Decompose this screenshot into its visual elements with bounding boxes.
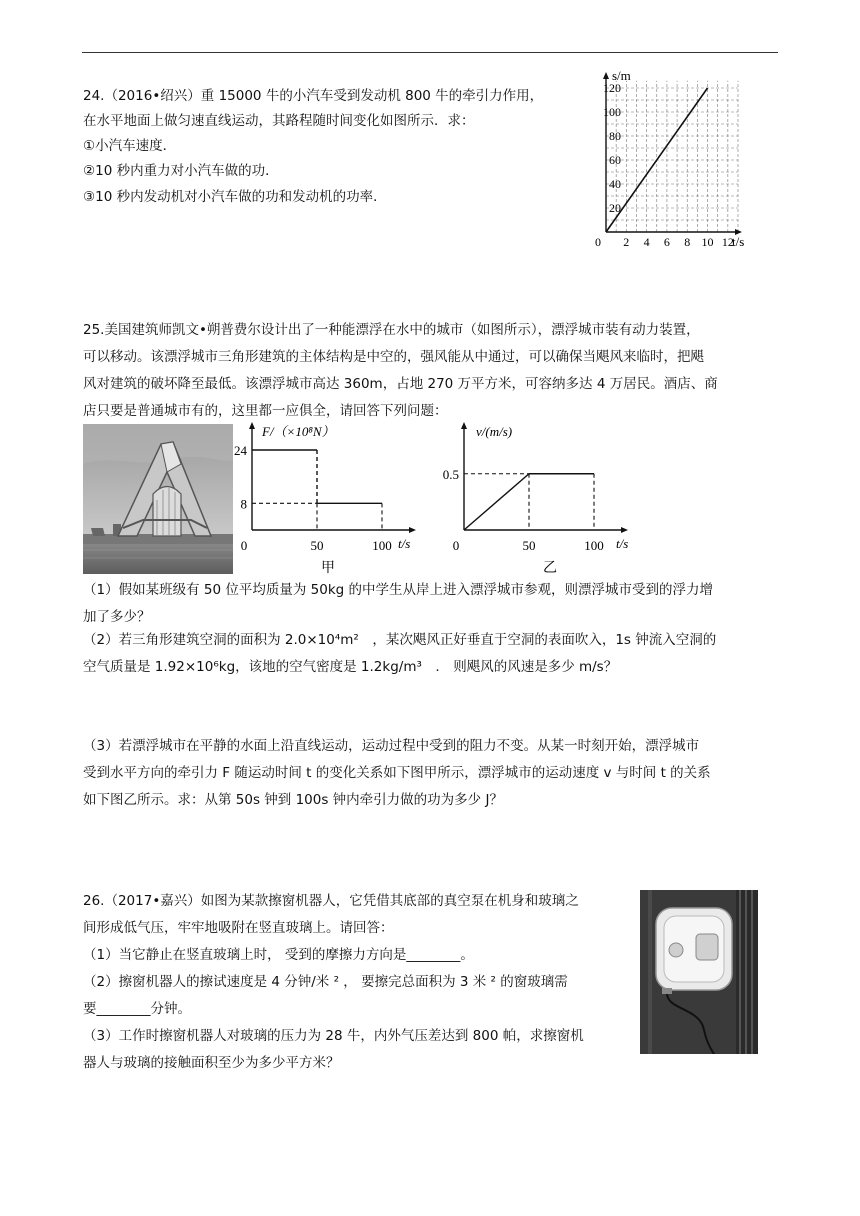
q25-subq1-line: （1）假如某班级有 50 位平均质量为 50kg 的中学生从岸上进入漂浮城市参观，则漂浮城市受到的浮力增: [83, 582, 713, 598]
x-tick-label: 50: [310, 538, 324, 553]
x-tick-label: 4: [643, 235, 650, 249]
x-axis-label: t/s: [616, 536, 629, 551]
distance-time-chart: [588, 66, 760, 256]
x-axis-arrow: [409, 527, 416, 533]
q25-subq2-line: 空气质量是 1.92×10⁶kg，该地的空气密度是 1.2kg/m³ . 则飓风的风速是多少 m/s？: [83, 659, 618, 675]
q25-intro: [83, 317, 783, 425]
q24-stem-line1: 24.（2016•绍兴）重 15000 牛的小汽车受到发动机 800 牛的牵引力作用，: [83, 88, 544, 104]
y-axis-arrow: [603, 72, 609, 79]
q25-intro-line: 风对建筑的破坏降至最低。该漂浮城市高达 360m，占地 270 万平方米，可容纳多达 4 万居民。酒店、商: [83, 376, 718, 392]
y-tick-label: 100: [603, 105, 621, 119]
y-tick-label: 8: [240, 496, 247, 512]
y-axis-label: v/(m/s): [476, 424, 513, 439]
x-axis-arrow: [621, 527, 628, 533]
q25-intro-line: 25.美国建筑师凯文•朔普费尔设计出了一种能漂浮在水中的城市（如图所示），漂浮城市装有动力装置，: [83, 322, 700, 338]
y-tick-label: 0.5: [442, 466, 459, 482]
y-tick-label: 120: [603, 81, 621, 95]
y-axis-label: F/（×10⁸N）: [262, 424, 335, 439]
q25-subq2-line: （2）若三角形建筑空洞的面积为 2.0×10⁴m² ，某次飓风正好垂直于空洞的表面吹入，1s 钟流入空洞的: [83, 632, 717, 648]
x-axis-label: t/s: [732, 234, 745, 249]
x-tick-label: 12: [721, 235, 734, 249]
q25-subq3-line: （3）若漂浮城市在平静的水面上沿直线运动，运动过程中受到的阻力不变。从某一时刻开始，漂浮城市: [83, 738, 700, 754]
q26-text: [83, 888, 643, 1077]
floating-city-photo: [83, 424, 233, 574]
x-tick-label: 0: [595, 235, 601, 249]
q26-line: 间形成低气压，牢牢地吸附在竖直玻璃上。请回答：: [83, 920, 394, 936]
caption-yi: 乙: [543, 561, 557, 576]
q24-item-2: ②10 秒内重力对小汽车做的功．: [83, 163, 279, 179]
y-axis-label: s/m: [612, 68, 631, 83]
x-tick-label: 8: [684, 235, 691, 249]
series-line: [464, 474, 529, 530]
window-cleaning-robot-photo: [640, 890, 758, 1054]
q26-line: （3）工作时擦窗机器人对玻璃的压力为 28 牛，内外气压差达到 800 帕，求擦窗机: [83, 1028, 584, 1044]
q25-subq1-line: 加了多少？: [83, 609, 151, 625]
q25-subq1: [83, 577, 783, 631]
y-tick-label: 80: [609, 129, 621, 143]
x-tick-label: 10: [701, 235, 714, 249]
y-axis-arrow: [249, 422, 255, 429]
y-tick-label: 60: [609, 153, 621, 167]
y-tick-label: 24: [234, 443, 247, 458]
q25-subq3-line: 受到水平方向的牵引力 F 随运动时间 t 的变化关系如下图甲所示，漂浮城市的运动速度 v 与时间 t 的关系: [83, 765, 711, 781]
q26-line: （2）擦窗机器人的擦试速度是 4 分钟/米 ² ， 要擦完总面积为 3 米 ² 的窗玻璃需: [83, 974, 568, 990]
q25-subq3-line: 如下图乙所示。求：从第 50s 钟到 100s 钟内牵引力做的功为多少 J？: [83, 792, 503, 808]
q24-item-3: ③10 秒内发动机对小汽车做的功和发动机的功率．: [83, 189, 387, 205]
x-tick-label: 6: [663, 235, 670, 249]
q24-stem-line2: 在水平地面上做匀速直线运动，其路程随时间变化如图所示．求：: [83, 113, 475, 129]
q25-intro-line: 店只要是普通城市有的，这里都一应俱全，请回答下列问题：: [83, 403, 448, 419]
y-axis-arrow: [461, 422, 467, 429]
x-tick-label: 2: [623, 235, 630, 249]
q26-line: （1）当它静止在竖直玻璃上时， 受到的摩擦力方向是________。: [83, 947, 474, 963]
velocity-time-chart-yi: [440, 420, 640, 580]
q24-item-1: ①小汽车速度．: [83, 138, 177, 154]
q26-line: 26.（2017•嘉兴）如图为某款擦窗机器人，它凭借其底部的真空泵在机身和玻璃之: [83, 893, 579, 909]
q25-subq2: [83, 627, 783, 681]
header-rule: [82, 52, 778, 53]
x-tick-label: 50: [522, 538, 536, 553]
y-tick-label: 20: [609, 201, 621, 215]
x-tick-label: 100: [372, 538, 392, 553]
q26-line: 要________分钟。: [83, 1001, 191, 1017]
q25-intro-line: 可以移动。该漂浮城市三角形建筑的主体结构是中空的，强风能从中通过，可以确保当飓风来临时，把飓: [83, 349, 704, 365]
x-tick-label: 100: [584, 538, 604, 553]
x-axis-label: t/s: [398, 536, 411, 551]
y-tick-label: 40: [609, 177, 621, 191]
x-tick-label: 0: [240, 538, 248, 553]
q26-line: 器人与玻璃的接触面积至少为多少平方米？: [83, 1055, 340, 1071]
force-time-chart-jia: [228, 420, 428, 580]
x-tick-label: 0: [452, 538, 460, 553]
q25-subq3: [83, 733, 783, 814]
caption-jia: 甲: [321, 561, 335, 576]
